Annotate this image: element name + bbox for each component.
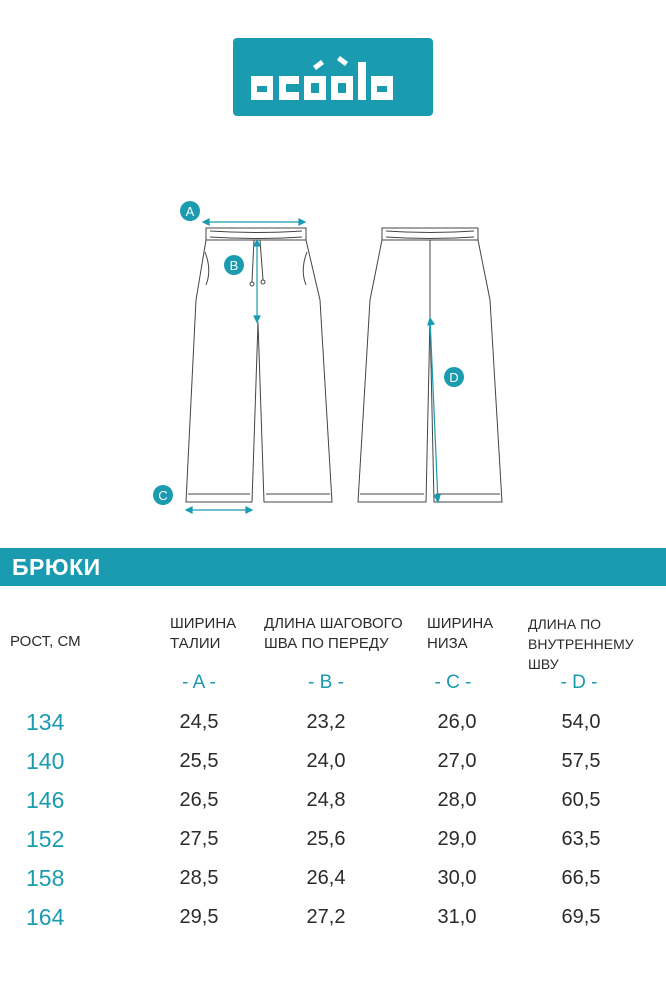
section-banner bbox=[0, 548, 666, 586]
col-header-b-line1: ДЛИНА ШАГОВОГО bbox=[264, 615, 403, 632]
value-a: 28,5 bbox=[179, 867, 219, 889]
brand-logo bbox=[233, 38, 433, 116]
height-value: 146 bbox=[26, 787, 65, 813]
value-a: 27,5 bbox=[179, 828, 219, 850]
value-a: 24,5 bbox=[179, 711, 219, 733]
col-letter-d: - D - bbox=[560, 672, 598, 693]
col-letter-c: - C - bbox=[434, 672, 472, 693]
col-header-b-line2: ШВА ПО ПЕРЕДУ bbox=[264, 635, 389, 652]
value-b: 26,4 bbox=[306, 867, 346, 889]
col-header-d bbox=[528, 614, 666, 674]
value-a: 25,5 bbox=[179, 750, 219, 772]
value-c: 31,0 bbox=[437, 906, 477, 928]
col-header-a bbox=[170, 614, 236, 654]
col-letter-b: - B - bbox=[308, 672, 344, 693]
col-header-c-line1: ШИРИНА bbox=[427, 615, 494, 632]
table-row bbox=[0, 743, 666, 779]
col-header-c bbox=[427, 614, 493, 654]
col-header-d-line2: ВНУТРЕННЕМУ ШВУ bbox=[528, 636, 634, 672]
value-d: 57,5 bbox=[561, 750, 601, 772]
value-c: 26,0 bbox=[437, 711, 477, 733]
value-d: 66,5 bbox=[561, 867, 601, 889]
table-row bbox=[0, 899, 666, 935]
value-d: 60,5 bbox=[561, 789, 601, 811]
value-b: 23,2 bbox=[306, 711, 346, 733]
col-header-a-line1: ШИРИНА bbox=[170, 615, 237, 632]
marker-b bbox=[224, 255, 244, 275]
section-title: БРЮКИ bbox=[12, 554, 101, 580]
value-b: 24,0 bbox=[306, 750, 346, 772]
value-c: 30,0 bbox=[437, 867, 477, 889]
value-c: 29,0 bbox=[437, 828, 477, 850]
svg-text:C: C bbox=[158, 488, 168, 503]
value-b: 24,8 bbox=[306, 789, 346, 811]
col-letter-a: - A - bbox=[182, 672, 216, 693]
height-value: 134 bbox=[26, 709, 65, 735]
value-d: 69,5 bbox=[561, 906, 601, 928]
col-header-a-line2: ТАЛИИ bbox=[170, 635, 221, 652]
marker-a bbox=[180, 201, 200, 221]
col-header-d-line1: ДЛИНА ПО bbox=[528, 616, 602, 632]
marker-d bbox=[444, 367, 464, 387]
table-row bbox=[0, 782, 666, 818]
height-value: 164 bbox=[26, 904, 65, 930]
row-header-height: РОСТ, СМ bbox=[10, 633, 81, 650]
value-b: 27,2 bbox=[306, 906, 346, 928]
svg-text:A: A bbox=[185, 204, 195, 219]
marker-c bbox=[153, 485, 173, 505]
value-a: 26,5 bbox=[179, 789, 219, 811]
table-row bbox=[0, 860, 666, 896]
measure-line-d bbox=[430, 318, 438, 502]
value-d: 54,0 bbox=[561, 711, 601, 733]
height-value: 152 bbox=[26, 826, 65, 852]
value-d: 63,5 bbox=[561, 828, 601, 850]
height-value: 140 bbox=[26, 748, 65, 774]
svg-text:D: D bbox=[449, 370, 459, 385]
trousers-technical-drawing bbox=[0, 190, 666, 530]
value-c: 28,0 bbox=[437, 789, 477, 811]
brand-logo-wordmark bbox=[233, 38, 433, 116]
col-header-b bbox=[264, 614, 403, 654]
col-header-c-line2: НИЗА bbox=[427, 635, 468, 652]
value-b: 25,6 bbox=[306, 828, 346, 850]
height-value: 158 bbox=[26, 865, 65, 891]
svg-text:B: B bbox=[229, 258, 239, 273]
value-a: 29,5 bbox=[179, 906, 219, 928]
table-row bbox=[0, 704, 666, 740]
value-c: 27,0 bbox=[437, 750, 477, 772]
table-row bbox=[0, 821, 666, 857]
